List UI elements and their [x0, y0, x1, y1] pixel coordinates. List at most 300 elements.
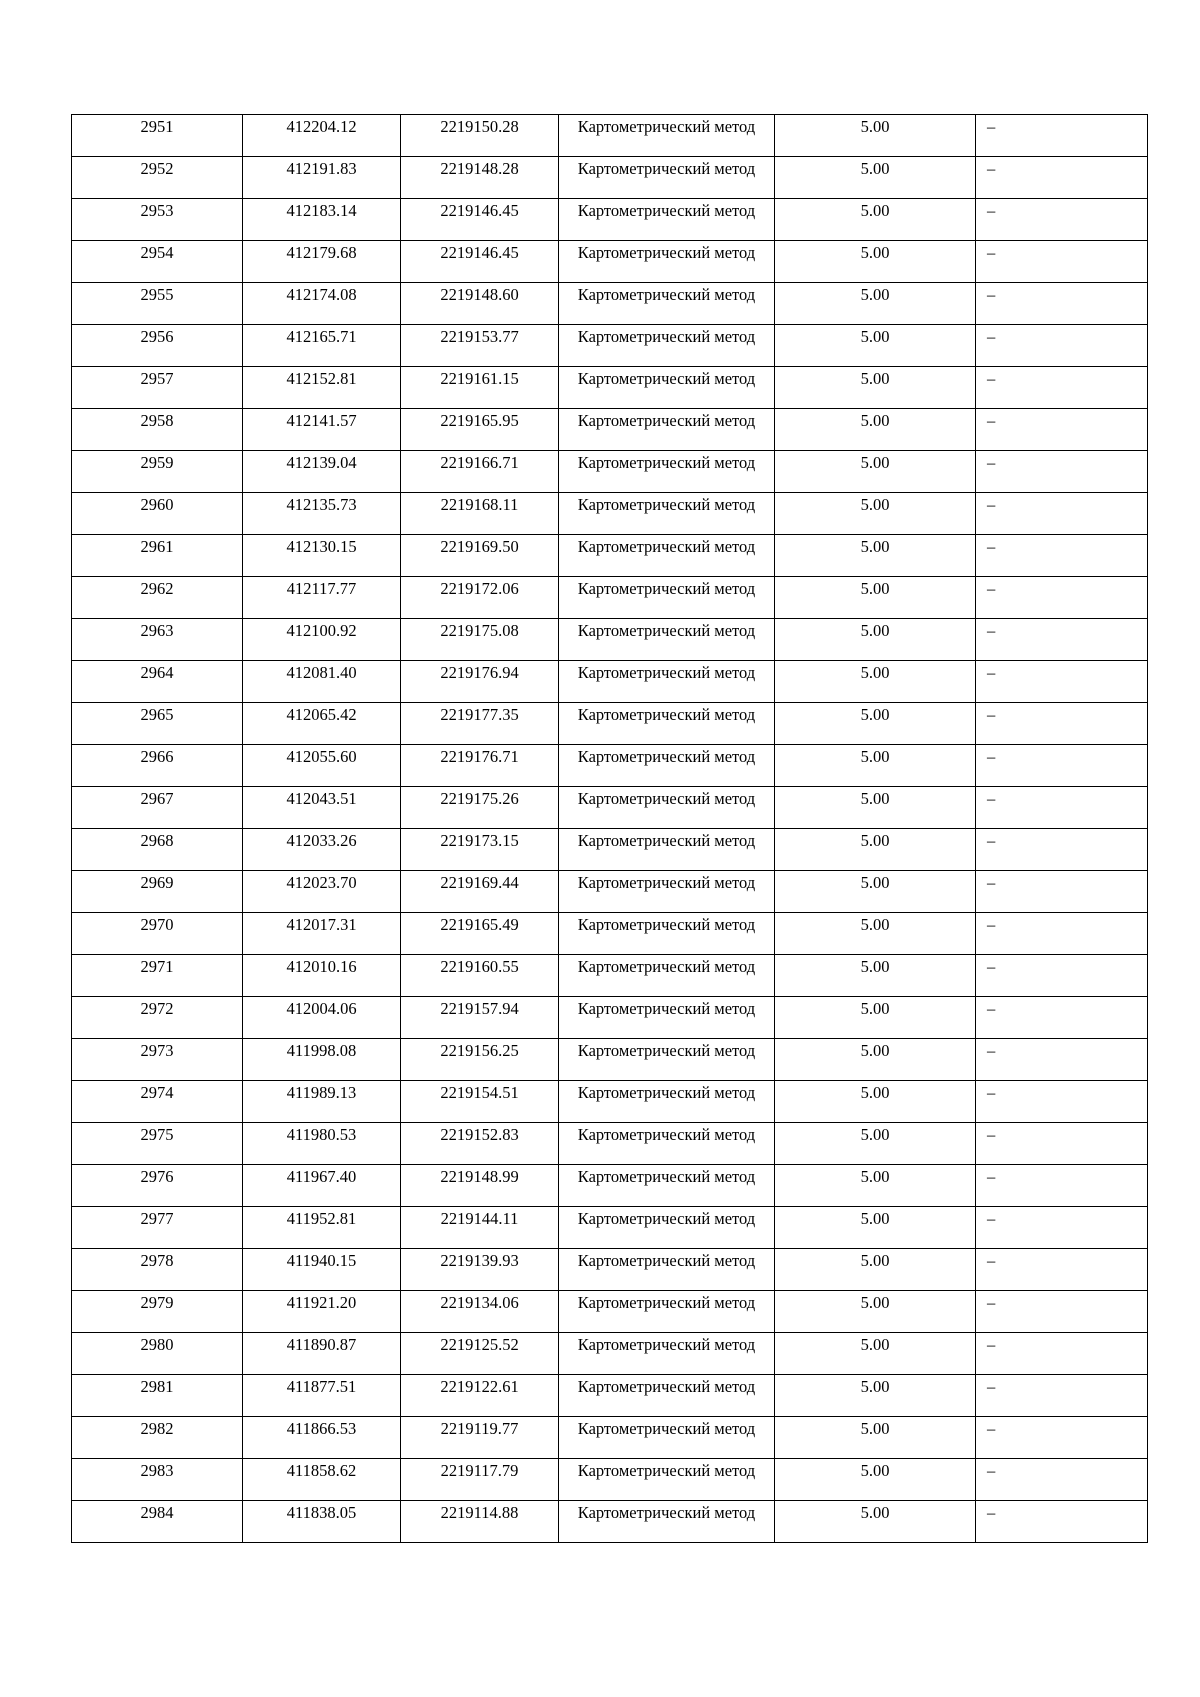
note-cell: [976, 451, 1148, 493]
accuracy-cell-text: 5.00: [860, 915, 890, 934]
note-cell-text: –: [987, 1461, 996, 1480]
coord-x-cell: [243, 493, 401, 535]
point-number-cell: [72, 451, 243, 493]
accuracy-cell: [775, 745, 976, 787]
coord-x-cell: [243, 1501, 401, 1543]
coordinates-table: [71, 114, 1148, 1543]
coord-x-cell: [243, 1291, 401, 1333]
coord-y-cell-text: 2219165.95: [440, 411, 519, 430]
table-row: [72, 1123, 1148, 1165]
coord-y-cell-text: 2219146.45: [440, 243, 519, 262]
accuracy-cell-text: 5.00: [860, 663, 890, 682]
table-row: [72, 619, 1148, 661]
coord-y-cell: [401, 745, 559, 787]
note-cell: [976, 871, 1148, 913]
coord-y-cell-text: 2219152.83: [440, 1125, 519, 1144]
coord-y-cell-text: 2219168.11: [440, 495, 519, 514]
method-cell: [559, 661, 775, 703]
note-cell: [976, 115, 1148, 157]
accuracy-cell-text: 5.00: [860, 1167, 890, 1186]
coord-y-cell: [401, 1249, 559, 1291]
note-cell: [976, 703, 1148, 745]
accuracy-cell: [775, 409, 976, 451]
point-number-cell-text: 2964: [140, 663, 174, 682]
method-cell: [559, 1375, 775, 1417]
coord-y-cell: [401, 1291, 559, 1333]
coord-x-cell: [243, 1081, 401, 1123]
coord-x-cell-text: 412004.06: [286, 999, 357, 1018]
method-cell-text: Картометрический метод: [577, 621, 756, 640]
method-cell-text: Картометрический метод: [577, 789, 756, 808]
method-cell-text: Картометрический метод: [577, 747, 756, 766]
accuracy-cell: [775, 283, 976, 325]
table-row: [72, 325, 1148, 367]
accuracy-cell-text: 5.00: [860, 747, 890, 766]
note-cell: [976, 409, 1148, 451]
coord-y-cell: [401, 199, 559, 241]
accuracy-cell: [775, 1249, 976, 1291]
coord-y-cell: [401, 1459, 559, 1501]
accuracy-cell: [775, 619, 976, 661]
method-cell-text: Картометрический метод: [577, 117, 756, 136]
note-cell-text: –: [987, 117, 996, 136]
accuracy-cell: [775, 241, 976, 283]
coord-y-cell-text: 2219175.26: [440, 789, 519, 808]
table-row: [72, 745, 1148, 787]
coord-x-cell-text: 411858.62: [286, 1461, 357, 1480]
table-row: [72, 1249, 1148, 1291]
coord-y-cell-text: 2219153.77: [440, 327, 519, 346]
point-number-cell: [72, 1207, 243, 1249]
note-cell-text: –: [987, 1419, 996, 1438]
note-cell: [976, 577, 1148, 619]
method-cell-text: Картометрический метод: [577, 1251, 756, 1270]
coord-y-cell: [401, 1375, 559, 1417]
point-number-cell-text: 2958: [140, 411, 174, 430]
point-number-cell: [72, 1039, 243, 1081]
coord-y-cell-text: 2219134.06: [440, 1293, 519, 1312]
coord-x-cell: [243, 871, 401, 913]
table-row: [72, 661, 1148, 703]
coord-x-cell: [243, 1249, 401, 1291]
table-row: [72, 115, 1148, 157]
coord-y-cell-text: 2219173.15: [440, 831, 519, 850]
accuracy-cell: [775, 1375, 976, 1417]
point-number-cell: [72, 745, 243, 787]
note-cell: [976, 1081, 1148, 1123]
note-cell: [976, 1249, 1148, 1291]
method-cell-text: Картометрический метод: [577, 873, 756, 892]
table-row: [72, 1333, 1148, 1375]
note-cell: [976, 1291, 1148, 1333]
coord-x-cell-text: 412065.42: [286, 705, 357, 724]
note-cell: [976, 535, 1148, 577]
coord-x-cell-text: 412017.31: [286, 915, 357, 934]
method-cell-text: Картометрический метод: [577, 957, 756, 976]
coord-y-cell-text: 2219139.93: [440, 1251, 519, 1270]
method-cell: [559, 409, 775, 451]
method-cell: [559, 1165, 775, 1207]
method-cell: [559, 199, 775, 241]
accuracy-cell-text: 5.00: [860, 1125, 890, 1144]
accuracy-cell-text: 5.00: [860, 159, 890, 178]
accuracy-cell: [775, 871, 976, 913]
coord-x-cell-text: 411940.15: [286, 1251, 357, 1270]
coord-y-cell-text: 2219161.15: [440, 369, 519, 388]
table-row: [72, 913, 1148, 955]
method-cell: [559, 829, 775, 871]
method-cell-text: Картометрический метод: [577, 1461, 756, 1480]
table-row: [72, 577, 1148, 619]
method-cell-text: Картометрический метод: [577, 1503, 756, 1522]
accuracy-cell-text: 5.00: [860, 1377, 890, 1396]
note-cell: [976, 1039, 1148, 1081]
point-number-cell: [72, 1249, 243, 1291]
point-number-cell-text: 2969: [140, 873, 174, 892]
table-row: [72, 787, 1148, 829]
coord-x-cell-text: 411838.05: [286, 1503, 357, 1522]
coord-x-cell-text: 412100.92: [286, 621, 357, 640]
point-number-cell: [72, 1081, 243, 1123]
coord-y-cell-text: 2219172.06: [440, 579, 519, 598]
accuracy-cell-text: 5.00: [860, 1041, 890, 1060]
accuracy-cell: [775, 703, 976, 745]
accuracy-cell-text: 5.00: [860, 411, 890, 430]
coord-x-cell: [243, 409, 401, 451]
method-cell: [559, 913, 775, 955]
point-number-cell-text: 2972: [140, 999, 174, 1018]
table-row: [72, 1039, 1148, 1081]
note-cell: [976, 829, 1148, 871]
method-cell: [559, 157, 775, 199]
coord-x-cell: [243, 1375, 401, 1417]
accuracy-cell-text: 5.00: [860, 1419, 890, 1438]
coord-y-cell: [401, 1039, 559, 1081]
note-cell-text: –: [987, 243, 996, 262]
note-cell-text: –: [987, 1503, 996, 1522]
accuracy-cell: [775, 535, 976, 577]
point-number-cell: [72, 325, 243, 367]
coord-y-cell: [401, 703, 559, 745]
accuracy-cell-text: 5.00: [860, 117, 890, 136]
coord-y-cell-text: 2219156.25: [440, 1041, 519, 1060]
coord-y-cell-text: 2219148.99: [440, 1167, 519, 1186]
note-cell: [976, 325, 1148, 367]
coord-y-cell-text: 2219157.94: [440, 999, 519, 1018]
method-cell: [559, 997, 775, 1039]
coord-y-cell-text: 2219117.79: [440, 1461, 519, 1480]
note-cell-text: –: [987, 747, 996, 766]
accuracy-cell-text: 5.00: [860, 1293, 890, 1312]
note-cell-text: –: [987, 831, 996, 850]
coord-x-cell: [243, 955, 401, 997]
coord-y-cell-text: 2219176.94: [440, 663, 519, 682]
table-row: [72, 1501, 1148, 1543]
method-cell-text: Картометрический метод: [577, 201, 756, 220]
point-number-cell: [72, 1123, 243, 1165]
accuracy-cell: [775, 451, 976, 493]
table-row: [72, 367, 1148, 409]
accuracy-cell: [775, 913, 976, 955]
note-cell-text: –: [987, 327, 996, 346]
coord-y-cell: [401, 157, 559, 199]
coord-x-cell-text: 411967.40: [286, 1167, 357, 1186]
coord-x-cell-text: 412139.04: [286, 453, 357, 472]
method-cell-text: Картометрический метод: [577, 1377, 756, 1396]
accuracy-cell-text: 5.00: [860, 453, 890, 472]
coord-y-cell-text: 2219114.88: [440, 1503, 519, 1522]
coord-y-cell: [401, 1333, 559, 1375]
coordinates-table-body: [72, 115, 1148, 1543]
coord-y-cell: [401, 661, 559, 703]
coord-y-cell-text: 2219169.50: [440, 537, 519, 556]
coord-y-cell: [401, 829, 559, 871]
point-number-cell-text: 2961: [140, 537, 174, 556]
method-cell-text: Картометрический метод: [577, 663, 756, 682]
note-cell: [976, 955, 1148, 997]
table-row: [72, 1417, 1148, 1459]
point-number-cell: [72, 409, 243, 451]
note-cell: [976, 661, 1148, 703]
method-cell-text: Картометрический метод: [577, 1167, 756, 1186]
coord-x-cell: [243, 1039, 401, 1081]
coord-y-cell-text: 2219154.51: [440, 1083, 519, 1102]
coord-x-cell-text: 411921.20: [286, 1293, 357, 1312]
coord-x-cell-text: 411866.53: [286, 1419, 357, 1438]
coord-x-cell-text: 411890.87: [286, 1335, 357, 1354]
accuracy-cell: [775, 787, 976, 829]
accuracy-cell-text: 5.00: [860, 789, 890, 808]
method-cell: [559, 1081, 775, 1123]
note-cell-text: –: [987, 1209, 996, 1228]
coord-y-cell-text: 2219165.49: [440, 915, 519, 934]
table-row: [72, 829, 1148, 871]
table-row: [72, 451, 1148, 493]
point-number-cell-text: 2978: [140, 1251, 174, 1270]
point-number-cell: [72, 1459, 243, 1501]
point-number-cell-text: 2954: [140, 243, 174, 262]
note-cell-text: –: [987, 1083, 996, 1102]
coord-x-cell-text: 412023.70: [286, 873, 357, 892]
point-number-cell: [72, 493, 243, 535]
accuracy-cell: [775, 1039, 976, 1081]
coord-x-cell: [243, 283, 401, 325]
accuracy-cell: [775, 1123, 976, 1165]
accuracy-cell-text: 5.00: [860, 201, 890, 220]
point-number-cell: [72, 871, 243, 913]
coord-x-cell-text: 412141.57: [286, 411, 357, 430]
method-cell-text: Картометрический метод: [577, 159, 756, 178]
coord-y-cell-text: 2219160.55: [440, 957, 519, 976]
method-cell-text: Картометрический метод: [577, 1041, 756, 1060]
method-cell-text: Картометрический метод: [577, 411, 756, 430]
accuracy-cell-text: 5.00: [860, 537, 890, 556]
accuracy-cell-text: 5.00: [860, 1335, 890, 1354]
point-number-cell: [72, 199, 243, 241]
point-number-cell-text: 2959: [140, 453, 174, 472]
point-number-cell: [72, 115, 243, 157]
note-cell-text: –: [987, 1167, 996, 1186]
point-number-cell-text: 2984: [140, 1503, 174, 1522]
point-number-cell: [72, 1291, 243, 1333]
coord-y-cell: [401, 871, 559, 913]
accuracy-cell: [775, 1501, 976, 1543]
accuracy-cell: [775, 997, 976, 1039]
coord-x-cell-text: 411998.08: [286, 1041, 357, 1060]
coord-x-cell: [243, 325, 401, 367]
coord-x-cell: [243, 661, 401, 703]
coord-y-cell: [401, 787, 559, 829]
coord-y-cell: [401, 1501, 559, 1543]
point-number-cell-text: 2982: [140, 1419, 174, 1438]
note-cell: [976, 997, 1148, 1039]
table-row: [72, 1459, 1148, 1501]
point-number-cell: [72, 955, 243, 997]
method-cell-text: Картометрический метод: [577, 831, 756, 850]
coord-y-cell-text: 2219166.71: [440, 453, 519, 472]
method-cell-text: Картометрический метод: [577, 705, 756, 724]
note-cell: [976, 283, 1148, 325]
point-number-cell: [72, 577, 243, 619]
note-cell: [976, 157, 1148, 199]
coord-x-cell: [243, 1123, 401, 1165]
accuracy-cell-text: 5.00: [860, 495, 890, 514]
method-cell-text: Картометрический метод: [577, 327, 756, 346]
coord-x-cell: [243, 745, 401, 787]
note-cell: [976, 745, 1148, 787]
table-row: [72, 409, 1148, 451]
point-number-cell-text: 2974: [140, 1083, 174, 1102]
method-cell: [559, 703, 775, 745]
table-row: [72, 157, 1148, 199]
point-number-cell-text: 2957: [140, 369, 174, 388]
accuracy-cell: [775, 1081, 976, 1123]
table-row: [72, 283, 1148, 325]
method-cell: [559, 871, 775, 913]
note-cell-text: –: [987, 789, 996, 808]
coord-y-cell-text: 2219148.60: [440, 285, 519, 304]
coord-y-cell-text: 2219146.45: [440, 201, 519, 220]
coord-x-cell-text: 412179.68: [286, 243, 357, 262]
point-number-cell-text: 2963: [140, 621, 174, 640]
coord-x-cell-text: 411952.81: [286, 1209, 357, 1228]
method-cell-text: Картометрический метод: [577, 285, 756, 304]
method-cell-text: Картометрический метод: [577, 915, 756, 934]
method-cell-text: Картометрический метод: [577, 1209, 756, 1228]
point-number-cell: [72, 787, 243, 829]
coord-y-cell: [401, 493, 559, 535]
coord-x-cell: [243, 1459, 401, 1501]
note-cell: [976, 1165, 1148, 1207]
method-cell-text: Картометрический метод: [577, 537, 756, 556]
accuracy-cell-text: 5.00: [860, 705, 890, 724]
note-cell: [976, 619, 1148, 661]
point-number-cell-text: 2973: [140, 1041, 174, 1060]
point-number-cell-text: 2967: [140, 789, 174, 808]
accuracy-cell: [775, 661, 976, 703]
method-cell-text: Картометрический метод: [577, 579, 756, 598]
point-number-cell: [72, 1165, 243, 1207]
accuracy-cell: [775, 493, 976, 535]
table-row: [72, 1165, 1148, 1207]
coord-y-cell: [401, 997, 559, 1039]
point-number-cell: [72, 1375, 243, 1417]
note-cell-text: –: [987, 705, 996, 724]
note-cell-text: –: [987, 663, 996, 682]
point-number-cell-text: 2965: [140, 705, 174, 724]
method-cell: [559, 1417, 775, 1459]
method-cell: [559, 955, 775, 997]
method-cell-text: Картометрический метод: [577, 999, 756, 1018]
note-cell-text: –: [987, 453, 996, 472]
accuracy-cell: [775, 1207, 976, 1249]
accuracy-cell: [775, 829, 976, 871]
coord-x-cell: [243, 997, 401, 1039]
coord-y-cell: [401, 1417, 559, 1459]
coord-x-cell-text: 412152.81: [286, 369, 357, 388]
coord-y-cell: [401, 1081, 559, 1123]
coord-y-cell-text: 2219169.44: [440, 873, 519, 892]
accuracy-cell-text: 5.00: [860, 621, 890, 640]
coord-x-cell-text: 412165.71: [286, 327, 357, 346]
point-number-cell-text: 2960: [140, 495, 174, 514]
accuracy-cell: [775, 199, 976, 241]
method-cell-text: Картометрический метод: [577, 1419, 756, 1438]
table-row: [72, 199, 1148, 241]
coord-x-cell: [243, 1165, 401, 1207]
note-cell-text: –: [987, 495, 996, 514]
note-cell: [976, 1207, 1148, 1249]
coord-y-cell-text: 2219148.28: [440, 159, 519, 178]
accuracy-cell: [775, 1165, 976, 1207]
accuracy-cell: [775, 157, 976, 199]
method-cell: [559, 367, 775, 409]
method-cell-text: Картометрический метод: [577, 1293, 756, 1312]
note-cell-text: –: [987, 1125, 996, 1144]
coord-x-cell: [243, 535, 401, 577]
table-row: [72, 1081, 1148, 1123]
accuracy-cell: [775, 577, 976, 619]
coord-y-cell: [401, 1123, 559, 1165]
coord-x-cell-text: 412183.14: [286, 201, 357, 220]
point-number-cell: [72, 157, 243, 199]
note-cell-text: –: [987, 621, 996, 640]
accuracy-cell-text: 5.00: [860, 1083, 890, 1102]
point-number-cell: [72, 1501, 243, 1543]
table-row: [72, 997, 1148, 1039]
coord-x-cell-text: 412010.16: [286, 957, 357, 976]
note-cell: [976, 493, 1148, 535]
accuracy-cell: [775, 115, 976, 157]
method-cell-text: Картометрический метод: [577, 1335, 756, 1354]
point-number-cell-text: 2956: [140, 327, 174, 346]
note-cell-text: –: [987, 411, 996, 430]
note-cell: [976, 1123, 1148, 1165]
method-cell: [559, 1039, 775, 1081]
note-cell: [976, 1459, 1148, 1501]
method-cell: [559, 619, 775, 661]
method-cell: [559, 1207, 775, 1249]
point-number-cell: [72, 283, 243, 325]
point-number-cell: [72, 661, 243, 703]
note-cell: [976, 199, 1148, 241]
note-cell: [976, 1375, 1148, 1417]
method-cell-text: Картометрический метод: [577, 243, 756, 262]
point-number-cell: [72, 997, 243, 1039]
table-row: [72, 871, 1148, 913]
accuracy-cell-text: 5.00: [860, 285, 890, 304]
coord-y-cell: [401, 451, 559, 493]
